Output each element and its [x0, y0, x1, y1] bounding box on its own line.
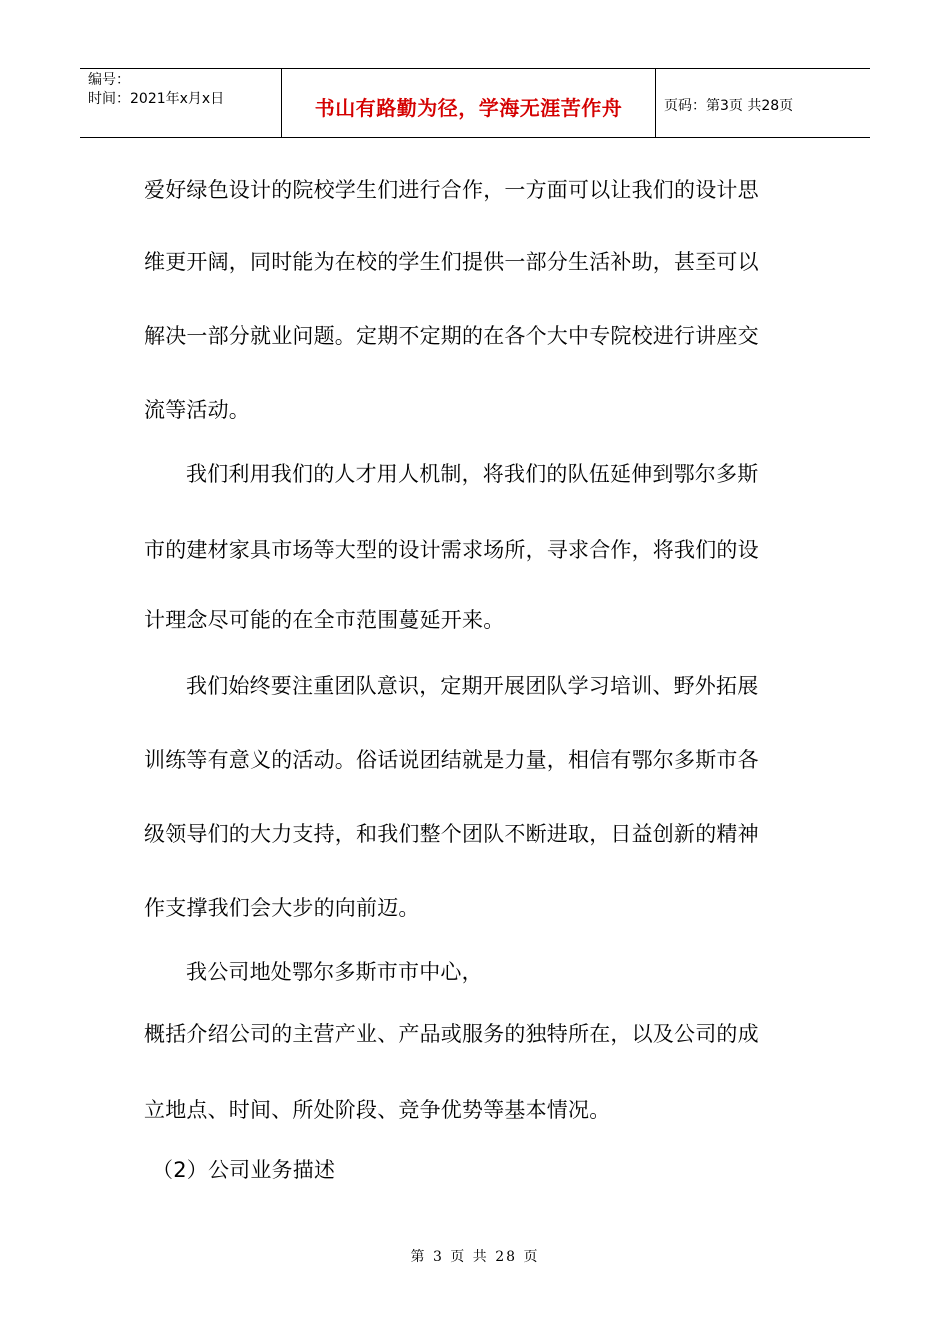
- body-line: 概括介绍公司的主营产业、产品或服务的独特所在，以及公司的成: [144, 1022, 759, 1046]
- body-line: 解决一部分就业问题。定期不定期的在各个大中专院校进行讲座交: [144, 324, 759, 348]
- body-line: 流等活动。: [144, 398, 250, 422]
- body-line: 我公司地处鄂尔多斯市市中心，: [186, 960, 483, 984]
- document-number-label: 编号：: [88, 72, 130, 88]
- document-time-label: 时间：2021年x月x日: [88, 91, 225, 107]
- header-motto-cell: [282, 69, 656, 137]
- page-footer: 第 3 页 共 28 页: [410, 1249, 540, 1265]
- body-line: 爱好绿色设计的院校学生们进行合作，一方面可以让我们的设计思: [144, 178, 759, 202]
- header-motto: 书山有路勤为径，学海无涯苦作舟: [314, 95, 623, 120]
- body-line: 作支撑我们会大步的向前迈。: [144, 896, 420, 920]
- body-line: 我们始终要注重团队意识，定期开展团队学习培训、野外拓展: [186, 674, 759, 698]
- body-line: 计理念尽可能的在全市范围蔓延开来。: [144, 608, 505, 632]
- document-header: [80, 68, 870, 138]
- header-meta: [80, 69, 282, 137]
- body-line: 市的建材家具市场等大型的设计需求场所，寻求合作，将我们的设: [144, 538, 759, 562]
- body-line: 我们利用我们的人才用人机制，将我们的队伍延伸到鄂尔多斯: [186, 462, 759, 486]
- section-heading: （2）公司业务描述: [152, 1158, 336, 1182]
- header-page-info: 页码：第3页 共28页: [664, 98, 794, 114]
- body-line: 训练等有意义的活动。俗话说团结就是力量，相信有鄂尔多斯市各: [144, 748, 759, 772]
- body-line: 维更开阔，同时能为在校的学生们提供一部分生活补助，甚至可以: [144, 250, 759, 274]
- body-line: 级领导们的大力支持，和我们整个团队不断进取，日益创新的精神: [144, 822, 759, 846]
- body-line: 立地点、时间、所处阶段、竞争优势等基本情况。: [144, 1098, 611, 1122]
